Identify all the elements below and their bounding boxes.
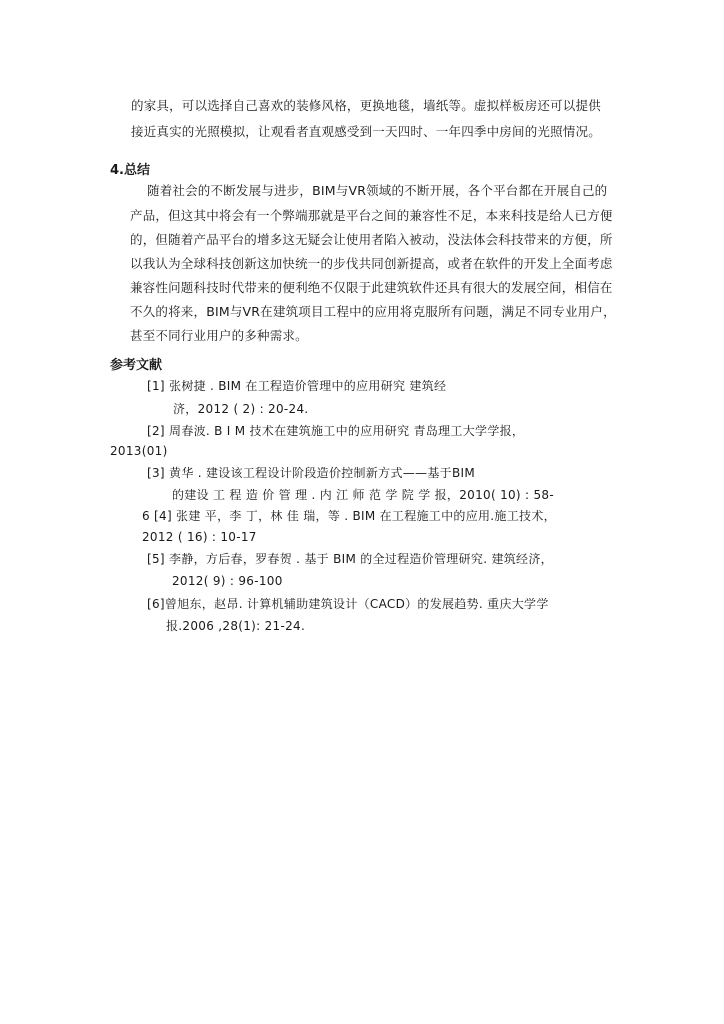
summary-line-7: 甚至不同行业用户的多种需求。 bbox=[130, 328, 308, 343]
reference-2-line-2: 2013(01) bbox=[110, 444, 168, 458]
reference-1-line-2: 济，2012 ( 2) : 20-24. bbox=[173, 402, 309, 416]
reference-4-line-1: 6 [4] 张建 平，李 丁，林 佳 瑞，等 . BIM 在工程施工中的应用.施工技术， bbox=[142, 509, 556, 523]
intro-line-1: 的家具，可以选择自己喜欢的装修风格，更换地毯，墙纸等。虚拟样板房还可以提供 bbox=[131, 98, 601, 113]
summary-line-5: 兼容性问题科技时代带来的便利绝不仅限于此建筑软件还具有很大的发展空间，相信在 bbox=[130, 280, 613, 295]
reference-5-line-1: [5] 李静，方后春，罗春贺 . 基于 BIM 的全过程造价管理研究. 建筑经济， bbox=[147, 552, 553, 566]
reference-3-line-2: 的建设 工 程 造 价 管 理 . 内 江 师 范 学 院 学 报，2010( 10) : 58- bbox=[172, 488, 554, 502]
reference-2-line-1: [2] 周春波. B I M 技术在建筑施工中的应用研究 青岛理工大学学报， bbox=[147, 424, 525, 438]
summary-line-6: 不久的将来，BIM与VR在建筑项目工程中的应用将克服所有问题，满足不同专业用户， bbox=[130, 304, 616, 319]
summary-line-1: 随着社会的不断发展与进步，BIM与VR领域的不断开展，各个平台都在开展自己的 bbox=[147, 183, 608, 198]
reference-5-line-2: 2012( 9) : 96-100 bbox=[172, 574, 283, 588]
reference-6-line-2: 报.2006 ,28(1): 21-24. bbox=[166, 619, 306, 633]
reference-3-line-1: [3] 黄华 . 建设该工程设计阶段造价控制新方式——基于BIM bbox=[147, 466, 475, 480]
intro-line-2: 接近真实的光照模拟，让观看者直观感受到一天四时、一年四季中房间的光照情况。 bbox=[131, 124, 601, 139]
reference-4-line-2: 2012 ( 16) : 10-17 bbox=[142, 530, 257, 544]
references-heading: 参考文献 bbox=[110, 358, 163, 373]
reference-6-line-1: [6]曾旭东，赵昂. 计算机辅助建筑设计（CACD）的发展趋势. 重庆大学学 bbox=[147, 597, 549, 611]
reference-1-line-1: [1] 张树捷 . BIM 在工程造价管理中的应用研究 建筑经 bbox=[147, 379, 447, 393]
summary-line-4: 以我认为全球科技创新这加快统一的步伐共同创新提高，或者在软件的开发上全面考虑 bbox=[130, 256, 613, 271]
summary-line-2: 产品，但这其中将会有一个弊端那就是平台之间的兼容性不足，本来科技是给人已方便 bbox=[130, 208, 613, 223]
summary-line-3: 的，但随着产品平台的增多这无疑会让使用者陷入被动，没法体会科技带来的方便，所 bbox=[130, 232, 613, 247]
section-heading-summary: 4.总结 bbox=[110, 163, 150, 178]
